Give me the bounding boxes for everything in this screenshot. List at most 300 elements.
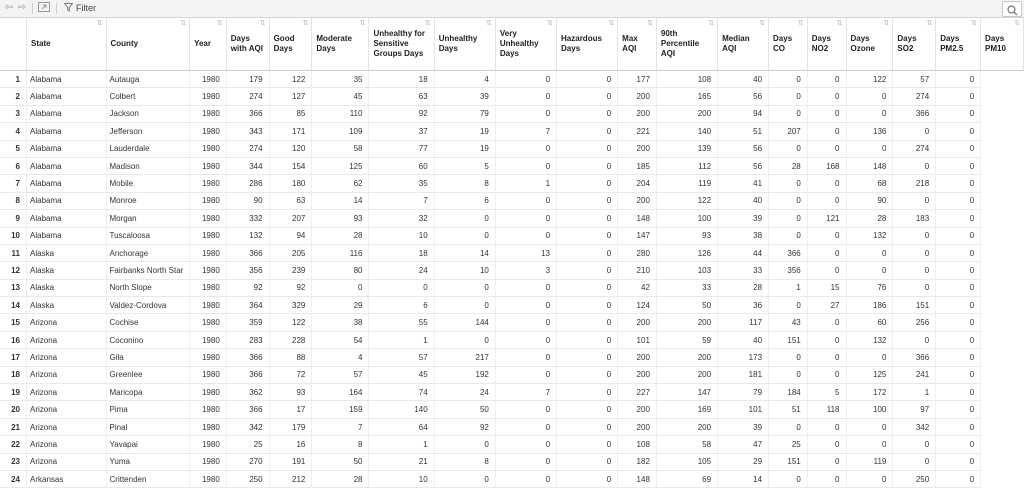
table-cell: 21 [369, 453, 434, 470]
column-header-label: Year [194, 39, 211, 48]
table-cell: 366 [226, 349, 269, 366]
table-cell: 0 [557, 140, 618, 157]
table-cell: Alabama [27, 71, 107, 88]
table-cell: 0 [495, 140, 556, 157]
table-cell: Gila [106, 349, 190, 366]
table-cell: 90 [846, 192, 893, 209]
table-row[interactable] [0, 314, 1024, 331]
sort-arrows-icon[interactable]: ⇅ [836, 20, 843, 27]
table-cell: 0 [807, 331, 846, 348]
table-cell: 136 [846, 123, 893, 140]
table-cell: 1980 [190, 279, 227, 296]
table-cell: 151 [893, 297, 936, 314]
table-cell: 0 [769, 418, 808, 435]
table-row[interactable] [0, 175, 1024, 192]
table-cell: 19 [434, 123, 495, 140]
table-cell: 68 [846, 175, 893, 192]
table-cell: 18 [369, 71, 434, 88]
table-cell: 42 [618, 279, 657, 296]
table-cell: 1980 [190, 192, 227, 209]
table-cell: 200 [656, 105, 717, 122]
table-cell: 0 [495, 157, 556, 174]
row-index: 4 [0, 123, 27, 140]
table-cell: 1 [369, 331, 434, 348]
table-row[interactable] [0, 140, 1024, 157]
column-header[interactable] [981, 18, 1024, 71]
column-header-label: Hazardous Days [561, 34, 602, 53]
table-cell: 0 [557, 453, 618, 470]
table-cell: Alabama [27, 105, 107, 122]
table-cell: 3 [495, 262, 556, 279]
column-header-label: Days SO2 [897, 34, 917, 53]
table-cell: 0 [846, 436, 893, 453]
table-cell: 0 [557, 366, 618, 383]
table-cell: 39 [718, 418, 769, 435]
column-header[interactable] [893, 18, 936, 71]
table-row[interactable] [0, 366, 1024, 383]
column-header[interactable] [656, 18, 717, 71]
table-cell: 200 [618, 349, 657, 366]
table-cell: 118 [807, 401, 846, 418]
toolbar-divider [32, 3, 33, 14]
table-cell: 0 [557, 227, 618, 244]
table-cell: Arizona [27, 349, 107, 366]
table-row[interactable] [0, 262, 1024, 279]
sort-arrows-icon[interactable]: ⇅ [971, 20, 978, 27]
table-cell: Alabama [27, 123, 107, 140]
sort-arrows-icon[interactable]: ⇅ [359, 20, 366, 27]
table-cell: 1980 [190, 401, 227, 418]
table-cell: 79 [434, 105, 495, 122]
table-cell: Morgan [106, 210, 190, 227]
table-cell: 274 [893, 88, 936, 105]
table-cell: 0 [893, 123, 936, 140]
table-cell: 44 [718, 244, 769, 261]
sort-arrows-icon[interactable]: ⇅ [180, 20, 187, 27]
table-row[interactable] [0, 157, 1024, 174]
table-cell: 8 [312, 436, 369, 453]
table-cell: 93 [656, 227, 717, 244]
table-cell: 0 [769, 88, 808, 105]
sort-arrows-icon[interactable]: ⇅ [424, 20, 431, 27]
table-cell: 332 [226, 210, 269, 227]
table-cell: 0 [807, 262, 846, 279]
sort-arrows-icon[interactable]: ⇅ [708, 20, 715, 27]
table-row[interactable] [0, 470, 1024, 487]
table-row[interactable] [0, 436, 1024, 453]
table-cell: 28 [769, 157, 808, 174]
table-cell: 1 [893, 384, 936, 401]
table-cell: 177 [618, 71, 657, 88]
table-cell: 0 [557, 88, 618, 105]
table-cell: 63 [369, 88, 434, 105]
sort-arrows-icon[interactable]: ⇅ [608, 20, 615, 27]
table-cell: Colbert [106, 88, 190, 105]
table-cell: 329 [269, 297, 312, 314]
table-row[interactable] [0, 71, 1024, 88]
table-cell: 0 [769, 210, 808, 227]
table-cell: 283 [226, 331, 269, 348]
table-cell: 0 [846, 244, 893, 261]
table-cell: 0 [807, 123, 846, 140]
table-cell: 0 [434, 227, 495, 244]
table-cell: 200 [618, 105, 657, 122]
table-cell: 0 [893, 244, 936, 261]
column-header[interactable] [269, 18, 312, 71]
table-cell: 0 [807, 314, 846, 331]
table-cell: 64 [369, 418, 434, 435]
sort-arrows-icon[interactable]: ⇅ [926, 20, 933, 27]
sort-arrows-icon[interactable]: ⇅ [259, 20, 266, 27]
table-cell: 0 [807, 244, 846, 261]
table-cell: Autauga [106, 71, 190, 88]
table-cell: 18 [369, 244, 434, 261]
table-cell: 0 [893, 436, 936, 453]
table-cell: 119 [656, 175, 717, 192]
table-cell: Jefferson [106, 123, 190, 140]
funnel-icon [64, 2, 73, 16]
table-cell: 0 [434, 210, 495, 227]
table-cell: 344 [226, 157, 269, 174]
table-cell: 51 [769, 401, 808, 418]
table-cell: 41 [718, 175, 769, 192]
table-cell: Anchorage [106, 244, 190, 261]
table-cell: 59 [656, 331, 717, 348]
table-cell: Alabama [27, 88, 107, 105]
table-cell: 0 [495, 210, 556, 227]
table-cell: 0 [312, 279, 369, 296]
table-cell: 144 [434, 314, 495, 331]
table-cell: 0 [807, 140, 846, 157]
table-cell: Alaska [27, 244, 107, 261]
table-cell: 0 [769, 470, 808, 487]
table-cell: 186 [846, 297, 893, 314]
row-index: 21 [0, 418, 27, 435]
table-cell: 0 [557, 297, 618, 314]
sort-arrows-icon[interactable]: ⇅ [759, 20, 766, 27]
row-index: 7 [0, 175, 27, 192]
sort-arrows-icon[interactable]: ⇅ [1014, 20, 1020, 27]
table-cell: 0 [434, 436, 495, 453]
table-cell: 13 [495, 244, 556, 261]
sort-arrows-icon[interactable]: ⇅ [547, 20, 554, 27]
table-cell: 25 [226, 436, 269, 453]
table-row[interactable] [0, 88, 1024, 105]
column-header[interactable] [495, 18, 556, 71]
table-row[interactable] [0, 349, 1024, 366]
table-cell: 39 [718, 210, 769, 227]
forward-arrow-icon[interactable]: ⇨ [17, 2, 27, 13]
table-cell: 1980 [190, 470, 227, 487]
table-cell: 57 [312, 366, 369, 383]
table-row[interactable] [0, 192, 1024, 209]
table-cell: 0 [495, 192, 556, 209]
table-cell: 7 [495, 384, 556, 401]
table-cell: 54 [312, 331, 369, 348]
table-cell: Jackson [106, 105, 190, 122]
table-cell: Lauderdale [106, 140, 190, 157]
table-cell: 63 [269, 192, 312, 209]
table-row[interactable] [0, 244, 1024, 261]
table-cell: 366 [226, 244, 269, 261]
data-grid [0, 18, 1024, 488]
table-cell: 27 [807, 297, 846, 314]
row-index: 22 [0, 436, 27, 453]
table-cell: 241 [893, 366, 936, 383]
column-header[interactable] [312, 18, 369, 71]
table-cell: 32 [369, 210, 434, 227]
table-cell: 171 [269, 123, 312, 140]
table-cell: Cochise [106, 314, 190, 331]
table-cell: 0 [557, 349, 618, 366]
table-cell: 1 [495, 175, 556, 192]
row-index: 15 [0, 314, 27, 331]
table-cell: 356 [226, 262, 269, 279]
sort-arrows-icon[interactable]: ⇅ [96, 20, 103, 27]
column-header[interactable] [846, 18, 893, 71]
table-cell: 0 [807, 470, 846, 487]
table-cell: 50 [312, 453, 369, 470]
table-cell: 0 [936, 210, 981, 227]
table-cell: Arkansas [27, 470, 107, 487]
table-cell: 16 [269, 436, 312, 453]
table-cell: Arizona [27, 384, 107, 401]
table-cell: 191 [269, 453, 312, 470]
table-cell: 0 [495, 88, 556, 105]
row-index: 8 [0, 192, 27, 209]
table-cell: 97 [893, 401, 936, 418]
column-header[interactable] [369, 18, 434, 71]
table-cell: 200 [618, 140, 657, 157]
table-cell: 15 [807, 279, 846, 296]
table-cell: 200 [618, 366, 657, 383]
table-row[interactable] [0, 105, 1024, 122]
table-cell: 0 [807, 453, 846, 470]
table-cell: 0 [807, 71, 846, 88]
show-in-window-icon[interactable] [37, 2, 51, 14]
table-cell: Valdez-Cordova [106, 297, 190, 314]
table-row[interactable] [0, 210, 1024, 227]
row-index: 13 [0, 279, 27, 296]
sort-arrows-icon[interactable]: ⇅ [216, 20, 223, 27]
table-cell: 200 [618, 401, 657, 418]
table-cell: 0 [495, 418, 556, 435]
toolbar-divider [56, 3, 57, 14]
filter-button[interactable] [64, 1, 96, 15]
table-cell: 200 [618, 314, 657, 331]
table-cell: 45 [369, 366, 434, 383]
table-cell: 364 [226, 297, 269, 314]
table-cell: 38 [718, 227, 769, 244]
table-cell: 200 [656, 349, 717, 366]
table-cell: 1 [769, 279, 808, 296]
table-cell: 0 [557, 314, 618, 331]
table-cell: 62 [312, 175, 369, 192]
sort-arrows-icon[interactable]: ⇅ [883, 20, 890, 27]
row-index: 17 [0, 349, 27, 366]
column-header-label: Days PM10 [985, 34, 1006, 53]
table-cell: 1980 [190, 140, 227, 157]
table-cell: 103 [656, 262, 717, 279]
sort-arrows-icon[interactable]: ⇅ [647, 20, 653, 27]
viewer-toolbar [0, 0, 1024, 18]
table-cell: 139 [656, 140, 717, 157]
table-cell: 1980 [190, 244, 227, 261]
table-cell: 0 [557, 331, 618, 348]
column-header-label: Moderate Days [316, 34, 352, 53]
table-row[interactable] [0, 453, 1024, 470]
table-cell: 180 [269, 175, 312, 192]
table-cell: 58 [656, 436, 717, 453]
table-cell: 72 [269, 366, 312, 383]
table-row[interactable] [0, 227, 1024, 244]
sort-arrows-icon[interactable]: ⇅ [797, 20, 804, 27]
table-row[interactable] [0, 297, 1024, 314]
column-header-label: Very Unhealthy Days [499, 29, 539, 58]
table-cell: 1980 [190, 418, 227, 435]
column-header[interactable] [106, 18, 190, 71]
table-cell: 140 [656, 123, 717, 140]
table-cell: 28 [312, 470, 369, 487]
column-header[interactable] [226, 18, 269, 71]
table-cell: 151 [769, 331, 808, 348]
table-cell: 76 [846, 279, 893, 296]
table-row[interactable] [0, 401, 1024, 418]
table-cell: 1980 [190, 123, 227, 140]
table-cell: 117 [718, 314, 769, 331]
table-cell: 0 [495, 105, 556, 122]
table-cell: 124 [618, 297, 657, 314]
table-cell: Pinal [106, 418, 190, 435]
row-index: 1 [0, 71, 27, 88]
column-header[interactable] [27, 18, 107, 71]
table-row[interactable] [0, 123, 1024, 140]
table-cell: 0 [893, 453, 936, 470]
table-row[interactable] [0, 331, 1024, 348]
table-cell: Arizona [27, 314, 107, 331]
table-cell: 1980 [190, 88, 227, 105]
row-index: 14 [0, 297, 27, 314]
table-cell: 17 [269, 401, 312, 418]
table-cell: 0 [936, 105, 981, 122]
table-cell: 57 [369, 349, 434, 366]
column-header-label: Days PM2.5 [940, 34, 964, 53]
table-cell: 154 [269, 157, 312, 174]
table-cell: 0 [769, 175, 808, 192]
table-cell: 8 [434, 175, 495, 192]
table-cell: Pima [106, 401, 190, 418]
column-header[interactable] [434, 18, 495, 71]
table-cell: 1980 [190, 453, 227, 470]
table-cell: Coconino [106, 331, 190, 348]
row-index-header[interactable] [0, 18, 27, 71]
table-cell: 200 [656, 314, 717, 331]
table-cell: 0 [557, 418, 618, 435]
table-cell: 200 [618, 88, 657, 105]
table-cell: 164 [312, 384, 369, 401]
row-index: 10 [0, 227, 27, 244]
table-cell: 6 [434, 192, 495, 209]
table-cell: 148 [618, 470, 657, 487]
table-cell: Alaska [27, 279, 107, 296]
table-cell: 362 [226, 384, 269, 401]
table-cell: 172 [846, 384, 893, 401]
table-cell: 0 [936, 157, 981, 174]
sort-arrows-icon[interactable]: ⇅ [302, 20, 309, 27]
table-cell: 7 [369, 192, 434, 209]
table-cell: 0 [434, 470, 495, 487]
table-cell: 108 [656, 71, 717, 88]
table-cell: 88 [269, 349, 312, 366]
table-cell: 0 [769, 105, 808, 122]
table-cell: 56 [718, 157, 769, 174]
column-header[interactable] [718, 18, 769, 71]
table-cell: 0 [936, 436, 981, 453]
table-cell: 1980 [190, 157, 227, 174]
table-cell: 0 [557, 279, 618, 296]
column-header[interactable] [618, 18, 657, 71]
table-cell: 35 [369, 175, 434, 192]
table-cell: 92 [369, 105, 434, 122]
column-header[interactable] [807, 18, 846, 71]
table-row[interactable] [0, 384, 1024, 401]
column-header[interactable] [557, 18, 618, 71]
table-cell: 217 [434, 349, 495, 366]
table-cell: 218 [893, 175, 936, 192]
table-cell: 148 [846, 157, 893, 174]
table-cell: 112 [656, 157, 717, 174]
table-cell: 94 [269, 227, 312, 244]
column-header[interactable] [190, 18, 227, 71]
table-cell: 228 [269, 331, 312, 348]
row-index: 9 [0, 210, 27, 227]
table-cell: 0 [936, 123, 981, 140]
table-row[interactable] [0, 279, 1024, 296]
table-cell: 250 [226, 470, 269, 487]
table-cell: 0 [936, 262, 981, 279]
table-cell: 0 [846, 262, 893, 279]
table-cell: 40 [718, 192, 769, 209]
table-cell: 0 [936, 140, 981, 157]
table-cell: 92 [269, 279, 312, 296]
table-cell: 1980 [190, 436, 227, 453]
table-cell: 1980 [190, 331, 227, 348]
table-cell: 50 [434, 401, 495, 418]
table-cell: 0 [936, 453, 981, 470]
table-cell: 122 [846, 71, 893, 88]
column-header[interactable] [769, 18, 808, 71]
table-cell: 105 [656, 453, 717, 470]
row-index: 11 [0, 244, 27, 261]
sort-arrows-icon[interactable]: ⇅ [485, 20, 492, 27]
table-cell: 256 [893, 314, 936, 331]
table-cell: 140 [369, 401, 434, 418]
table-cell: Arizona [27, 366, 107, 383]
column-header[interactable] [936, 18, 981, 71]
table-cell: 10 [434, 262, 495, 279]
table-cell: 0 [557, 244, 618, 261]
table-cell: 0 [807, 436, 846, 453]
back-arrow-icon[interactable]: ⇦ [4, 2, 14, 13]
table-cell: 1980 [190, 297, 227, 314]
row-index: 20 [0, 401, 27, 418]
search-button[interactable] [1002, 1, 1022, 17]
table-cell: 0 [557, 123, 618, 140]
table-cell: 221 [618, 123, 657, 140]
table-row[interactable] [0, 418, 1024, 435]
table-cell: 183 [893, 210, 936, 227]
table-cell: 0 [557, 175, 618, 192]
